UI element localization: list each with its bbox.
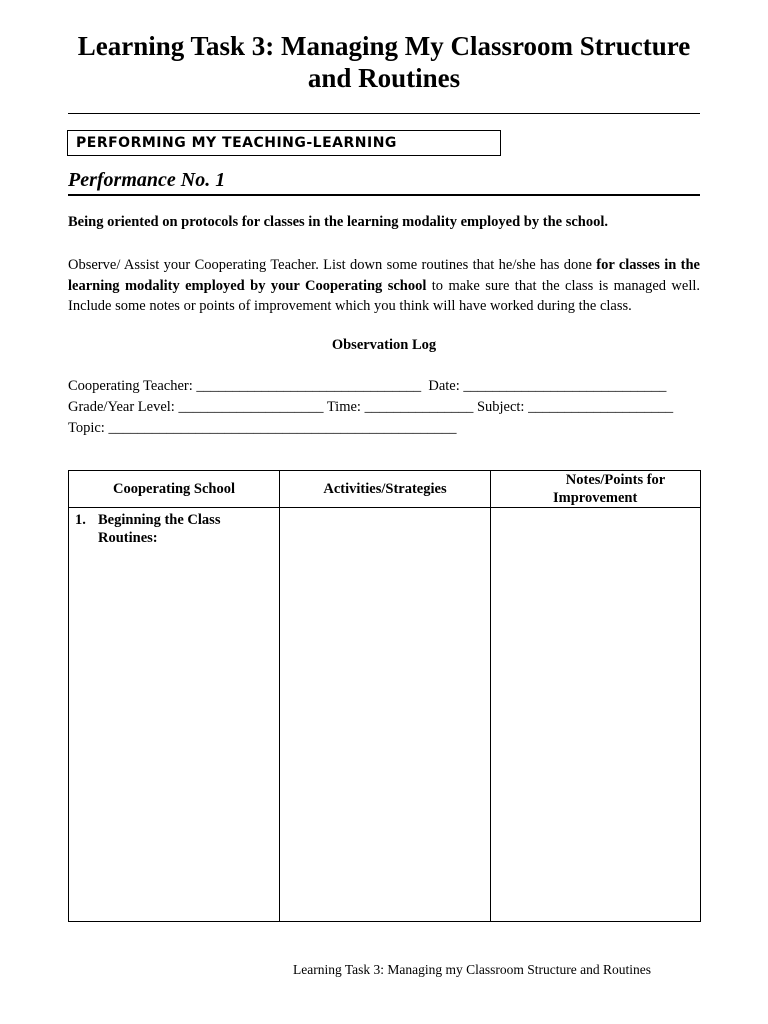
table-row: [69, 508, 701, 922]
cell-notes-improvement[interactable]: [491, 508, 701, 922]
page-footer: Learning Task 3: Managing my Classroom Structure and Routines: [293, 962, 652, 977]
list-item-text-line-1: Beginning the Class: [98, 512, 221, 528]
title-divider: [68, 113, 700, 114]
document-title: [68, 30, 700, 94]
field-cooperating-teacher-date[interactable]: Cooperating Teacher: _______________________________ Date: ____________________________: [68, 378, 667, 394]
title-line-1: Learning Task 3: Managing My Classroom Structure: [77, 31, 691, 61]
table-header-row: [69, 471, 701, 508]
header-notes-line-1: Notes/Points for: [565, 472, 666, 488]
cell-activities-strategies[interactable]: [280, 508, 491, 922]
field-topic[interactable]: Topic: ________________________________________________: [68, 420, 457, 436]
list-item-text: [98, 511, 220, 547]
instructions-text-bold: for classes in the learning modality employed by your Cooperating school: [68, 257, 700, 294]
header-activities-strategies: Activities/Strategies: [280, 471, 491, 508]
observation-log-title: Observation Log: [331, 337, 437, 353]
title-line-2: and Routines: [307, 63, 461, 93]
list-item-number: 1.: [75, 512, 86, 528]
list-item: [69, 508, 279, 547]
observation-table: [68, 470, 701, 922]
section-heading-box: PERFORMING MY TEACHING-LEARNING: [67, 130, 501, 156]
lead-statement: Being oriented on protocols for classes in the learning modality employed by the school.: [68, 214, 608, 230]
instructions-paragraph: [68, 255, 700, 317]
instructions-text-1: Observe/ Assist your Cooperating Teacher. List down some routines that he/she has done: [68, 257, 597, 273]
performance-divider: [68, 194, 700, 196]
instructions-text-2: to make sure that the class is managed well. Include some notes or points of improvement which you think will have worked during the class.: [68, 277, 701, 314]
list-item-text-line-2: Routines:: [98, 530, 158, 546]
header-notes-line-2: Improvement: [553, 490, 638, 506]
header-cooperating-school: Cooperating School: [69, 471, 280, 508]
field-grade-time-subject[interactable]: Grade/Year Level: ____________________ Time: _______________ Subject: ____________________: [68, 399, 674, 415]
header-notes-improvement: [491, 471, 701, 508]
performance-heading: Performance No. 1: [68, 169, 226, 191]
cell-cooperating-school[interactable]: [69, 508, 280, 922]
